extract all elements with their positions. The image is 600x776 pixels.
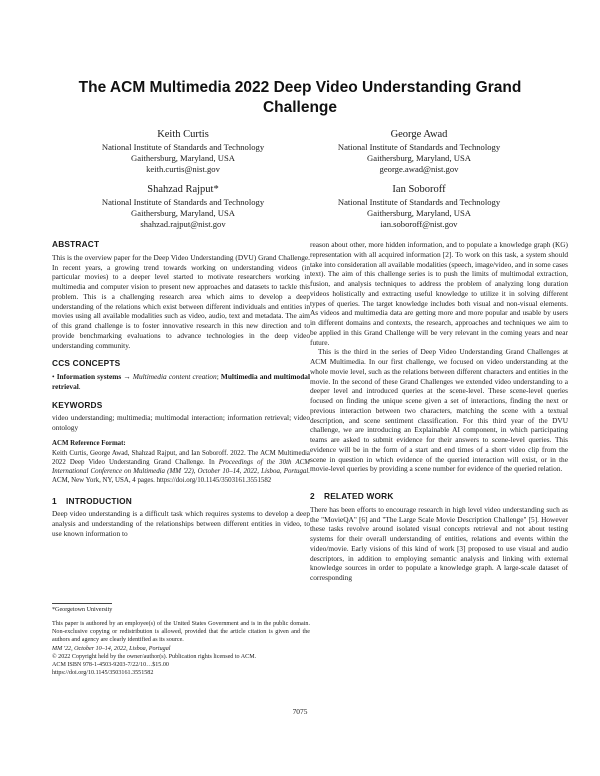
author-affiliation: National Institute of Standards and Technology — [101, 197, 265, 207]
author-location: Gaithersburg, Maryland, USA — [367, 208, 471, 219]
ccs-item: Information systems — [56, 372, 122, 381]
author-location: Gaithersburg, Maryland, USA — [131, 208, 235, 219]
ccs-item: Multimedia and multimodal retrieval — [52, 372, 310, 391]
right-column — [310, 240, 568, 583]
reference-venue: Proceedings of the 30th ACM International Conference on Multimedia (MM '22), October 10–14, 2022, Lisboa, Portugal. — [52, 458, 310, 476]
ccs-concepts — [52, 372, 310, 392]
reference-doi[interactable]: ACM, New York, NY, USA, 4 pages. https://doi.org/10.1145/3503161.3551582 — [52, 477, 272, 485]
conference-line: MM '22, October 10–14, 2022, Lisboa, Portugal — [52, 646, 171, 652]
ccs-bullet: • — [52, 372, 55, 381]
abstract-heading: ABSTRACT — [52, 239, 100, 249]
keywords-heading: KEYWORDS — [52, 399, 103, 410]
footnote-rule — [52, 603, 112, 604]
left-column — [52, 240, 310, 539]
section-number: 2 — [310, 491, 315, 501]
abstract-text: This is the overview paper for the Deep Video Understanding (DVU) Grand Challenge. In recent years, a growing trend towards working on understanding videos (in particular movies) to a deeper level started to motivate researchers working in multimedia and computer vision to present new approaches and datasets to tackle this problem. This is a challenging research area which aims to develop a deep understanding of the relations which exist between different individuals and entities in movies using all available modalities such as video, audio, text and metadata. The aim of this grand challenge is to foster innovative research in this new direction and to provide benchmarking evaluations to advance technologies in the deep video understanding community. — [52, 252, 310, 350]
section-title: INTRODUCTION — [66, 495, 133, 506]
author-block — [304, 183, 534, 231]
author-email[interactable]: keith.curtis@nist.gov — [146, 164, 220, 175]
page-number: 7075 — [292, 707, 308, 716]
keywords-text: video understanding; multimedia; multimodal interaction; information retrieval; video ontology — [52, 413, 310, 432]
author-block — [68, 128, 298, 176]
section-number: 1 — [52, 495, 57, 506]
ccs-end: . — [78, 381, 81, 391]
section-title: RELATED WORK — [324, 491, 394, 501]
reference-format — [52, 449, 310, 486]
author-block — [68, 183, 298, 231]
ccs-arrow: → — [123, 372, 131, 381]
affiliation-footnote: *Georgetown University — [52, 607, 113, 613]
doi-line[interactable]: https://doi.org/10.1145/3503161.3551582 — [52, 670, 154, 676]
copyright-line: © 2022 Copyright held by the owner/author(s). Publication rights licensed to ACM. — [52, 654, 257, 660]
reference-authors: Keith Curtis, George Awad, Shahzad Rajput, and Ian Soboroff. 2022. The ACM Multimedia 2022 Deep Video Understanding Grand Challenge. In — [52, 449, 310, 466]
author-block — [304, 128, 534, 176]
reference-format-heading: ACM Reference Format: — [52, 439, 126, 447]
paper-title: The ACM Multimedia 2022 Deep Video Understanding Grand Challenge — [78, 79, 522, 116]
permission-notice: This paper is authored by an employee(s) of the United States Government and is in the public domain. Non-exclusive copying or redistribution is allowed, provided that the article citation is given and the authors and agency are clearly identified as its source. — [52, 621, 310, 643]
related-work-heading — [310, 492, 568, 502]
author-location: Gaithersburg, Maryland, USA — [131, 153, 235, 164]
author-name: Keith Curtis — [157, 129, 209, 140]
ccs-separator: ; — [216, 372, 219, 381]
author-location: Gaithersburg, Maryland, USA — [367, 153, 471, 164]
footnotes — [52, 603, 310, 677]
author-name: Ian Soboroff — [392, 184, 446, 195]
introduction-heading — [52, 497, 310, 507]
intro-paragraph-continued: reason about other, more hidden information, and to populate a knowledge graph (KG) representation with all acquired information [2]. To work on this task, a system should take into consideration all available modalities (speech, image/video, and in some cases text). The aim of this challenge series is to push the limits of multimodal extraction, fusion, and analysis techniques to address the problem of analyzing long duration videos holistically and extracting useful knowledge to utilize it in solving different types of queries. The target knowledge includes both visual and non-visual elements. As videos and multimedia data are getting more and more popular and usable by users in different domains and contexts, the research, approaches and techniques we aim to be applied in this Grand Challenge will be very relevant in the coming years and near future. — [310, 240, 568, 347]
ccs-heading: CCS CONCEPTS — [52, 358, 121, 369]
intro-paragraph-start: Deep video understanding is a difficult task which requires systems to develop a deep analysis and understanding of the relationships between different entities in video, to use known information to — [52, 509, 310, 538]
isbn-line: ACM ISBN 978-1-4503-9203-7/22/10…$15.00 — [52, 662, 169, 668]
author-name: George Awad — [390, 129, 448, 140]
author-affiliation: National Institute of Standards and Technology — [337, 197, 501, 207]
author-email[interactable]: george.awad@nist.gov — [379, 164, 459, 175]
author-email[interactable]: ian.soboroff@nist.gov — [380, 219, 458, 230]
author-affiliation: National Institute of Standards and Technology — [337, 142, 501, 152]
related-work-text: There has been efforts to encourage research in high level video understanding such as the "MovieQA" [6] and "The Large Scale Movie Description Challenge" [5]. However these tasks revolve around isolated visual concepts retrieval and not about testing systems for their overall understanding of entities, relations and events within the video/movie. Early visions of this kind of work [3] proposed to use visual and audio descriptors, in addition to employing semantic analysis and linking with external knowledge sources in order to populate a knowledge graph. A large-scale dataset of corresponding — [310, 504, 568, 582]
author-affiliation: National Institute of Standards and Technology — [101, 142, 265, 152]
author-name: Shahzad Rajput* — [147, 184, 219, 195]
ccs-subitem: Multimedia content creation — [132, 372, 217, 381]
author-email[interactable]: shahzad.rajput@nist.gov — [140, 219, 226, 230]
intro-paragraph: This is the third in the series of Deep Video Understanding Grand Challenges at ACM Multimedia. In our first challenge, we focused on video understanding at the whole movie level, such as the relations between different characters and entities in the movie. In the second of these Grand Challenges we extended video understanding to a deeper level and introduced queries at the scene-level. These scene-level queries focused on finding the unique scene given a set of interactions, finding the next or previous interaction between two characters, matching the scene with a textual description, and scene sentiment classification. For this third year of the DVU challenge, we are introducing an Explainable AI component, in which participating teams are asked to submit evidence for their answers to scene-level queries. This evidence will be in the form of a start and end times of a short video clip from the scene in question in which evidence of the queried interaction will exist, or in the movie-level queries by providing a scene number for evidence of the queried relation. — [310, 347, 568, 474]
